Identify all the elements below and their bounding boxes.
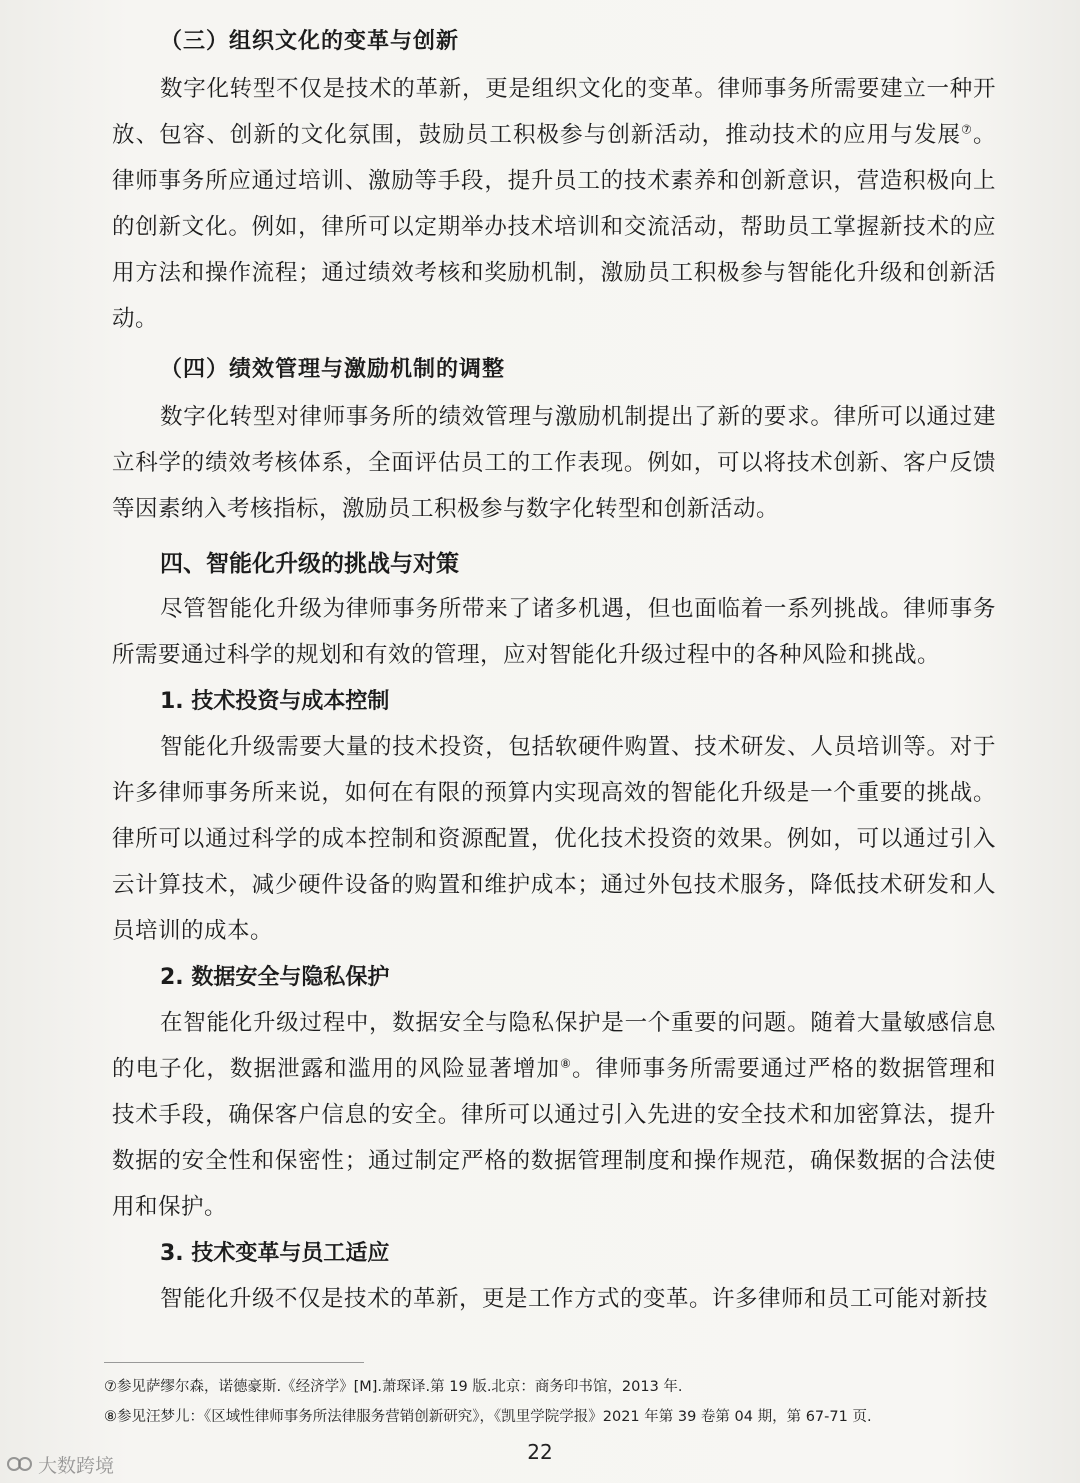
section-heading-organization-culture: （三）组织文化的变革与创新 <box>160 29 460 54</box>
paragraph-text-tail: 。律师事务所应通过培训、激励等手段，提升员工的技术素养和创新意识，营造积极向上的创新文化。例如，律所可以定期举办技术培训和交流活动，帮助员工掌握新技术的应用方法和操作流程；通过绩效考核和奖励机制，激励员工积极参与智能化升级和创新活动。 <box>112 122 996 332</box>
watermark-logo-icon <box>6 1454 34 1474</box>
subheading-data-security: 2. 数据安全与隐私保护 <box>160 965 390 990</box>
section-heading-performance: （四）绩效管理与激励机制的调整 <box>160 357 506 382</box>
paragraph-text-tail: 。律师事务所需要通过严格的数据管理和技术手段，确保客户信息的安全。律所可以通过引入先进的安全技术和加密算法，提升数据的安全性和保密性；通过制定严格的数据管理制度和操作规范，确保数据的合法使用和保护。 <box>112 1056 996 1220</box>
paragraph-tech-investment: 智能化升级需要大量的技术投资，包括软硬件购置、技术研发、人员培训等。对于许多律师事务所来说，如何在有限的预算内实现高效的智能化升级是一个重要的挑战。律所可以通过科学的成本控制和资源配置，优化技术投资的效果。例如，可以通过引入云计算技术，减少硬件设备的购置和维护成本；通过外包技术服务，降低技术研发和人员培训的成本。 <box>112 734 996 944</box>
paragraph-data-security <box>112 1000 996 1230</box>
page-body <box>112 24 996 1322</box>
page-number: 22 <box>527 1440 553 1464</box>
paragraph-text: 数字化转型不仅是技术的革新，更是组织文化的变革。律师事务所需要建立一种开放、包容、创新的文化氛围，鼓励员工积极参与创新活动，推动技术的应用与发展 <box>112 76 996 148</box>
subheading-tech-investment: 1. 技术投资与成本控制 <box>160 689 390 714</box>
footnote-divider <box>104 1362 364 1363</box>
footnote-ref-7[interactable]: ⑦ <box>961 122 973 137</box>
footnote-ref-8[interactable]: ⑧ <box>560 1056 573 1071</box>
watermark-text: 大数跨境 <box>38 1454 115 1477</box>
paragraph-text: 在智能化升级过程中，数据安全与隐私保护是一个重要的问题。随着大量敏感信息的电子化，数据泄露和滥用的风险显著增加 <box>112 1010 996 1082</box>
watermark <box>6 1452 114 1476</box>
footnotes <box>104 1372 1004 1432</box>
paragraph-challenges: 尽管智能化升级为律师事务所带来了诸多机遇，但也面临着一系列挑战。律师事务所需要通过科学的规划和有效的管理，应对智能化升级过程中的各种风险和挑战。 <box>112 596 996 668</box>
footnote-7: ⑦参见萨缪尔森，诺德豪斯.《经济学》[M].萧琛译.第 19 版.北京：商务印书馆，2013 年. <box>104 1379 683 1395</box>
footnote-8: ⑧参见汪梦儿：《区域性律师事务所法律服务营销创新研究》，《凯里学院学报》2021 年第 39 卷第 04 期，第 67-71 页. <box>104 1409 872 1425</box>
chapter-heading-challenges: 四、智能化升级的挑战与对策 <box>160 551 459 577</box>
paragraph-performance: 数字化转型对律师事务所的绩效管理与激励机制提出了新的要求。律所可以通过建立科学的绩效考核体系，全面评估员工的工作表现。例如，可以将技术创新、客户反馈等因素纳入考核指标，激励员工积极参与数字化转型和创新活动。 <box>112 404 996 522</box>
paragraph-organization-culture <box>112 66 996 342</box>
paragraph-employee-adaptation: 智能化升级不仅是技术的革新，更是工作方式的变革。许多律师和员工可能对新技 <box>160 1286 989 1312</box>
subheading-employee-adaptation: 3. 技术变革与员工适应 <box>160 1241 390 1266</box>
